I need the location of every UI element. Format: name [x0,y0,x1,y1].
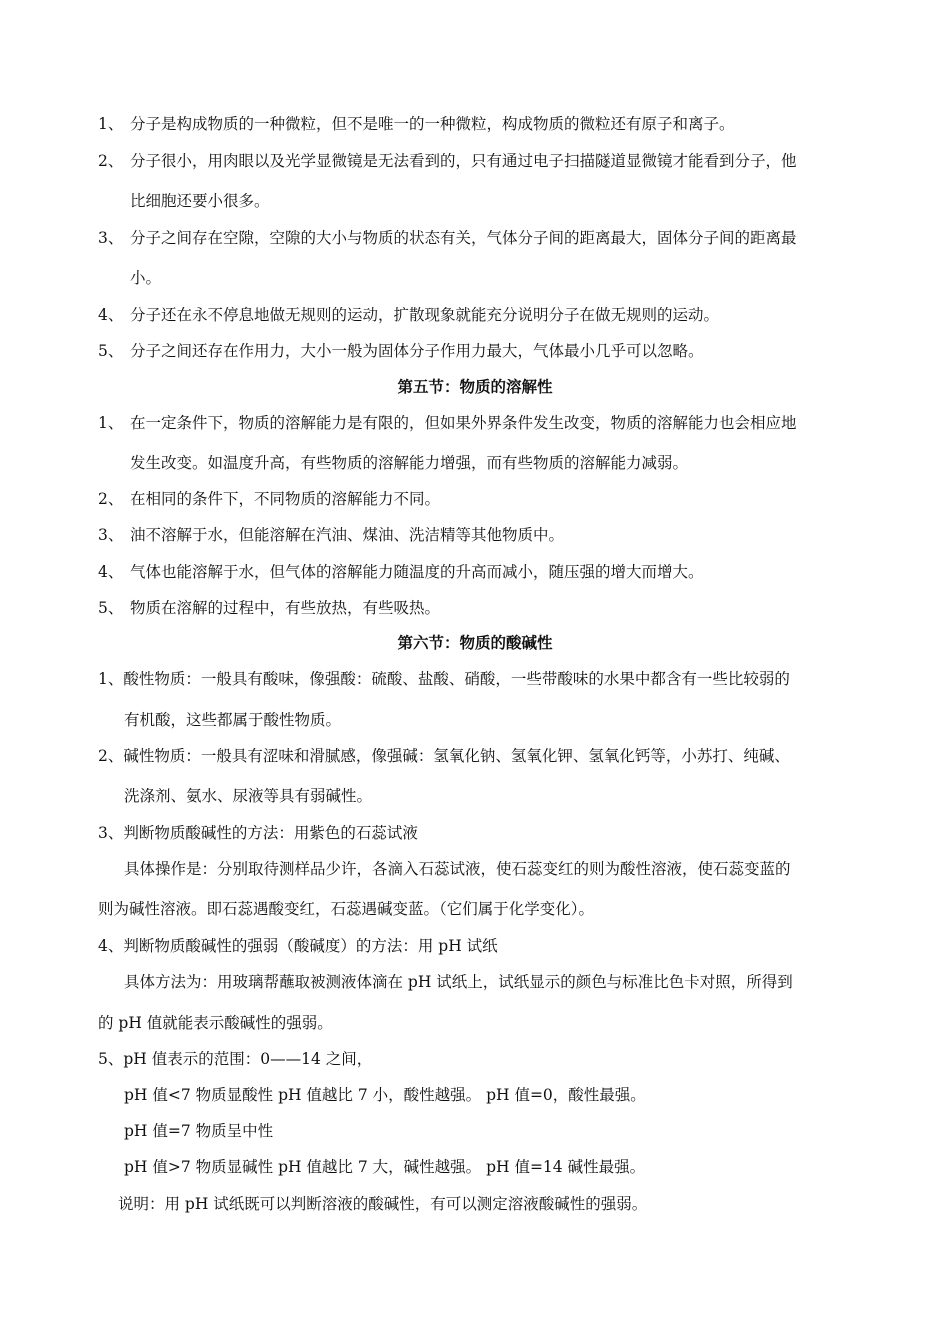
paragraph-text: pH 值>7 物质显碱性 pH 值越比 7 大，碱性越强。 pH 值=14 碱性最强。 [124,1158,646,1176]
item-text: 物质在溶解的过程中，有些放热，有些吸热。 [130,599,441,617]
item-text: 油不溶解于水，但能溶解在汽油、煤油、洗洁精等其他物质中。 [130,526,565,544]
paragraph-text: 具体方法为：用玻璃帮蘸取被测液体滴在 pH 试纸上，试纸显示的颜色与标准比色卡对照，所得到 [124,973,793,991]
item-text: 气体也能溶解于水，但气体的溶解能力随温度的升高而减小，随压强的增大而增大。 [130,563,704,581]
paragraph-text: pH 值<7 物质显酸性 pH 值越比 7 小，酸性越强。 pH 值=0，酸性最强。 [124,1086,646,1104]
item-number: 3、 [98,229,124,247]
paragraph-text: 则为碱性溶液。即石蕊遇酸变红，石蕊遇碱变蓝。（它们属于化学变化）。 [98,900,595,918]
note-text: 说明：用 pH 试纸既可以判断溶液的酸碱性，有可以测定溶液酸碱性的强弱。 [118,1195,648,1213]
paragraph-text: 4、判断物质酸碱性的强弱（酸碱度）的方法：用 pH 试纸 [98,937,498,955]
item-text: 在相同的条件下，不同物质的溶解能力不同。 [130,490,441,508]
paragraph-text: 具体操作是：分别取待测样品少许，各滴入石蕊试液，使石蕊变红的则为酸性溶液，使石蕊变蓝的 [124,860,791,878]
item-text: 分子之间存在空隙，空隙的大小与物质的状态有关，气体分子间的距离最大，固体分子间的距离最 [130,229,797,247]
item-text: 发生改变。如温度升高，有些物质的溶解能力增强，而有些物质的溶解能力减弱。 [130,454,689,472]
paragraph-text: 1、酸性物质：一般具有酸味，像强酸：硫酸、盐酸、硝酸，一些带酸味的水果中都含有一些比较弱的 [98,670,790,688]
item-number: 5、 [98,342,124,360]
item-text: 分子很小，用肉眼以及光学显微镜是无法看到的，只有通过电子扫描隧道显微镜才能看到分子，他 [130,152,797,170]
item-text: 小。 [130,269,162,287]
item-text: 分子是构成物质的一种微粒，但不是唯一的一种微粒，构成物质的微粒还有原子和离子。 [130,115,735,133]
item-text: 在一定条件下，物质的溶解能力是有限的，但如果外界条件发生改变，物质的溶解能力也会相应地 [130,414,797,432]
paragraph-text: 2、碱性物质：一般具有涩味和滑腻感，像强碱：氢氧化钠、氢氧化钾、氢氧化钙等，小苏打、纯碱、 [98,747,790,765]
item-number: 5、 [98,599,124,617]
item-number: 2、 [98,490,124,508]
item-number: 2、 [98,152,124,170]
paragraph-text: 5、pH 值表示的范围：0——14 之间， [98,1050,373,1068]
item-text: 分子之间还存在作用力，大小一般为固体分子作用力最大，气体最小几乎可以忽略。 [130,342,704,360]
item-text: 分子还在永不停息地做无规则的运动，扩散现象就能充分说明分子在做无规则的运动。 [130,306,720,324]
section-heading: 第五节：物质的溶解性 [397,377,553,396]
section-heading: 第六节：物质的酸碱性 [397,633,553,652]
paragraph-text: 有机酸，这些都属于酸性物质。 [124,711,342,729]
paragraph-text: pH 值=7 物质呈中性 [124,1122,274,1140]
item-number: 1、 [98,115,124,133]
paragraph-text: 3、判断物质酸碱性的方法：用紫色的石蕊试液 [98,824,418,842]
paragraph-text: 洗涤剂、氨水、尿液等具有弱碱性。 [124,787,373,805]
item-text: 比细胞还要小很多。 [130,192,270,210]
paragraph-text: 的 pH 值就能表示酸碱性的强弱。 [98,1014,333,1032]
item-number: 4、 [98,563,124,581]
item-number: 4、 [98,306,124,324]
item-number: 3、 [98,526,124,544]
item-number: 1、 [98,414,124,432]
